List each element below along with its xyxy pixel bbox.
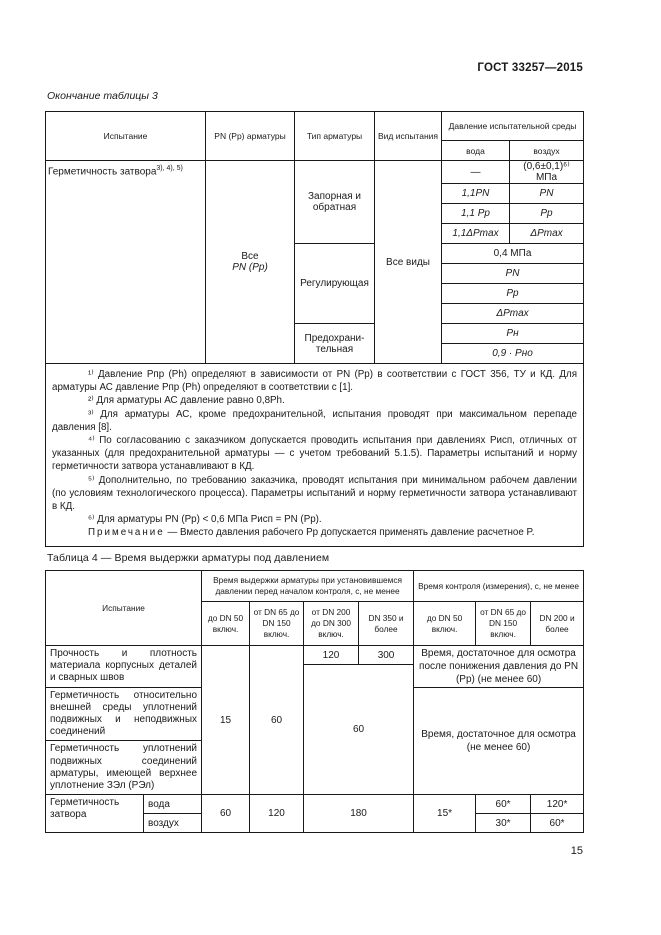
t4-hold-350-plus: 300 (359, 646, 414, 665)
t3-group-control: Регулирующая (295, 244, 375, 324)
t4-hold-200-300: 120 (304, 646, 359, 665)
t4-control-col-2: от DN 65 до DN 150 включ. (476, 602, 531, 646)
t4-seat-hold-3: 180 (304, 795, 414, 833)
t3-merged-r2: PN (442, 264, 584, 284)
t4-control-col-1: до DN 50 включ. (414, 602, 476, 646)
t3-water-r4: 1,1ΔPmax (442, 224, 510, 244)
t4-header-hold: Время выдержки арматуры при установившемся давлении перед началом контроля, с, не менее (202, 571, 414, 602)
t4-seat-air-control-3: 60* (531, 814, 584, 833)
t4-hold-up-to-50: 15 (202, 646, 250, 795)
t3-remark (52, 526, 577, 539)
t3-notes (46, 364, 584, 547)
t3-header-kind: Вид испытания (375, 112, 442, 161)
t4-seat-control-1: 15* (414, 795, 476, 833)
t4-header-test: Испытание (46, 571, 202, 646)
table4-caption: Таблица 4 — Время выдержки арматуры под давлением (47, 552, 330, 564)
t3-pn-value: PN (Pp) (232, 262, 268, 273)
t3-note-3: ³⁾ Для арматуры АС, кроме предохранительной, испытания проводят при максимальном перепаде давления [8]. (52, 408, 578, 433)
t3-air-r1: (0,6±0,1)⁶⁾ МПа (510, 161, 584, 184)
t4-seat-hold-1: 60 (202, 795, 250, 833)
t3-group-shutoff: Запорная и обратная (295, 161, 375, 244)
t3-header-pressure: Давление испытательной среды (442, 112, 584, 141)
page-number: 15 (570, 845, 583, 857)
t3-test-cell (46, 161, 206, 364)
t3-header-pn: PN (Pp) арматуры (206, 112, 295, 161)
t3-air-r3: Pp (510, 204, 584, 224)
t3-pn-cell (206, 161, 295, 364)
t4-seat-hold-2: 120 (250, 795, 304, 833)
t4-hold-merged-60: 60 (304, 665, 414, 795)
t3-test-sup: 3), 4), 5) (156, 165, 183, 172)
t3-note-1: ¹⁾ Давление Pпр (Ph) определяют в зависимости от PN (Pp) в соответствии с ГОСТ 356, ТУ и КД. Для арматуры АС давление Pпр (Ph) определяют в соответствии с [1]. (52, 369, 578, 394)
t4-hold-col-4: DN 350 и более (359, 602, 414, 646)
t3-header-test: Испытание (46, 112, 206, 161)
t3-kind-cell: Все виды (375, 161, 442, 364)
t4-medium-water: вода (144, 795, 202, 814)
t3-note-2: ²⁾ Для арматуры АС давление равно 0,8Ph. (88, 395, 285, 407)
t3-header-air: воздух (510, 141, 584, 161)
t3-header-type: Тип арматуры (295, 112, 375, 161)
t4-hold-col-2: от DN 65 до DN 150 включ. (250, 602, 304, 646)
t3-air-r4: ΔPmax (510, 224, 584, 244)
standard-number: ГОСТ 33257—2015 (477, 62, 583, 74)
t3-air-r2: PN (510, 184, 584, 204)
t3-merged-r4: ΔPmax (442, 304, 584, 324)
table-4 (45, 570, 584, 833)
t4-row-upper-seal: Герметичность уплотнений подвижных соединений арматуры, имеющей верхнее уплотнение ЗЭл (РЭл) (46, 741, 202, 795)
t3-water-r1: — (442, 161, 510, 184)
t3-merged-r3: Pp (442, 284, 584, 304)
t3-header-water: вода (442, 141, 510, 161)
t3-remark-label: Примечание (88, 527, 165, 539)
t4-control-strength: Время, достаточное для осмотра после понижения давления до PN (Pp) (не менее 60) (414, 646, 584, 688)
t3-water-r3: 1,1 Pp (442, 204, 510, 224)
t4-hold-col-1: до DN 50 включ. (202, 602, 250, 646)
t4-control-col-3: DN 200 и более (531, 602, 584, 646)
t3-remark-text: — Вместо давления рабочего Pp допускается применять давление расчетное P. (167, 527, 535, 539)
t4-row-external-tightness: Герметичность относительно внешней среды уплотнений подвижных и неподвижных соединений (46, 687, 202, 741)
t3-group-safety: Предохрани-тельная (295, 324, 375, 364)
t3-pn-all: Все (241, 251, 259, 262)
table3-caption: Окончание таблицы 3 (47, 90, 158, 102)
t4-medium-air: воздух (144, 814, 202, 833)
t4-seat-air-control-2: 30* (476, 814, 531, 833)
t4-row-seat-tightness: Герметичность затвора (46, 795, 144, 833)
t3-test-name: Герметичность затвора (48, 166, 157, 178)
t4-seat-water-control-2: 60* (476, 795, 531, 814)
t4-control-tightness: Время, достаточное для осмотра (не менее 60) (414, 687, 584, 795)
table-3 (45, 111, 584, 547)
t3-merged-r5: Pн (442, 324, 584, 344)
t3-note-6: ⁶⁾ Для арматуры PN (Pp) < 0,6 МПа Pисп = PN (Pp). (88, 514, 322, 526)
t4-seat-water-control-3: 120* (531, 795, 584, 814)
t4-header-control: Время контроля (измерения), с, не менее (414, 571, 584, 602)
t3-water-r2: 1,1PN (442, 184, 510, 204)
t4-hold-65-150: 60 (250, 646, 304, 795)
t3-merged-r6: 0,9 · Pно (442, 344, 584, 364)
t4-hold-col-3: от DN 200 до DN 300 включ. (304, 602, 359, 646)
t3-merged-r1: 0,4 МПа (442, 244, 584, 264)
t3-note-4: ⁴⁾ По согласованию с заказчиком допускается проводить испытания при давлениях Pисп, отличных от указанных (для предохранительной арматуры — с учетом требований 5.1.5). Параметры испытаний и норму герметичности затвора устанавливают в КД. (52, 435, 578, 473)
t3-note-5: ⁵⁾ Дополнительно, по требованию заказчика, проводят испытания при минимальном рабочем давлении (по условиям технологического процесса). Параметры испытаний и норму герметичности затвора устанавливают в КД. (52, 474, 578, 513)
t4-row-strength: Прочность и плотность материала корпусных деталей и сварных швов (46, 646, 202, 688)
